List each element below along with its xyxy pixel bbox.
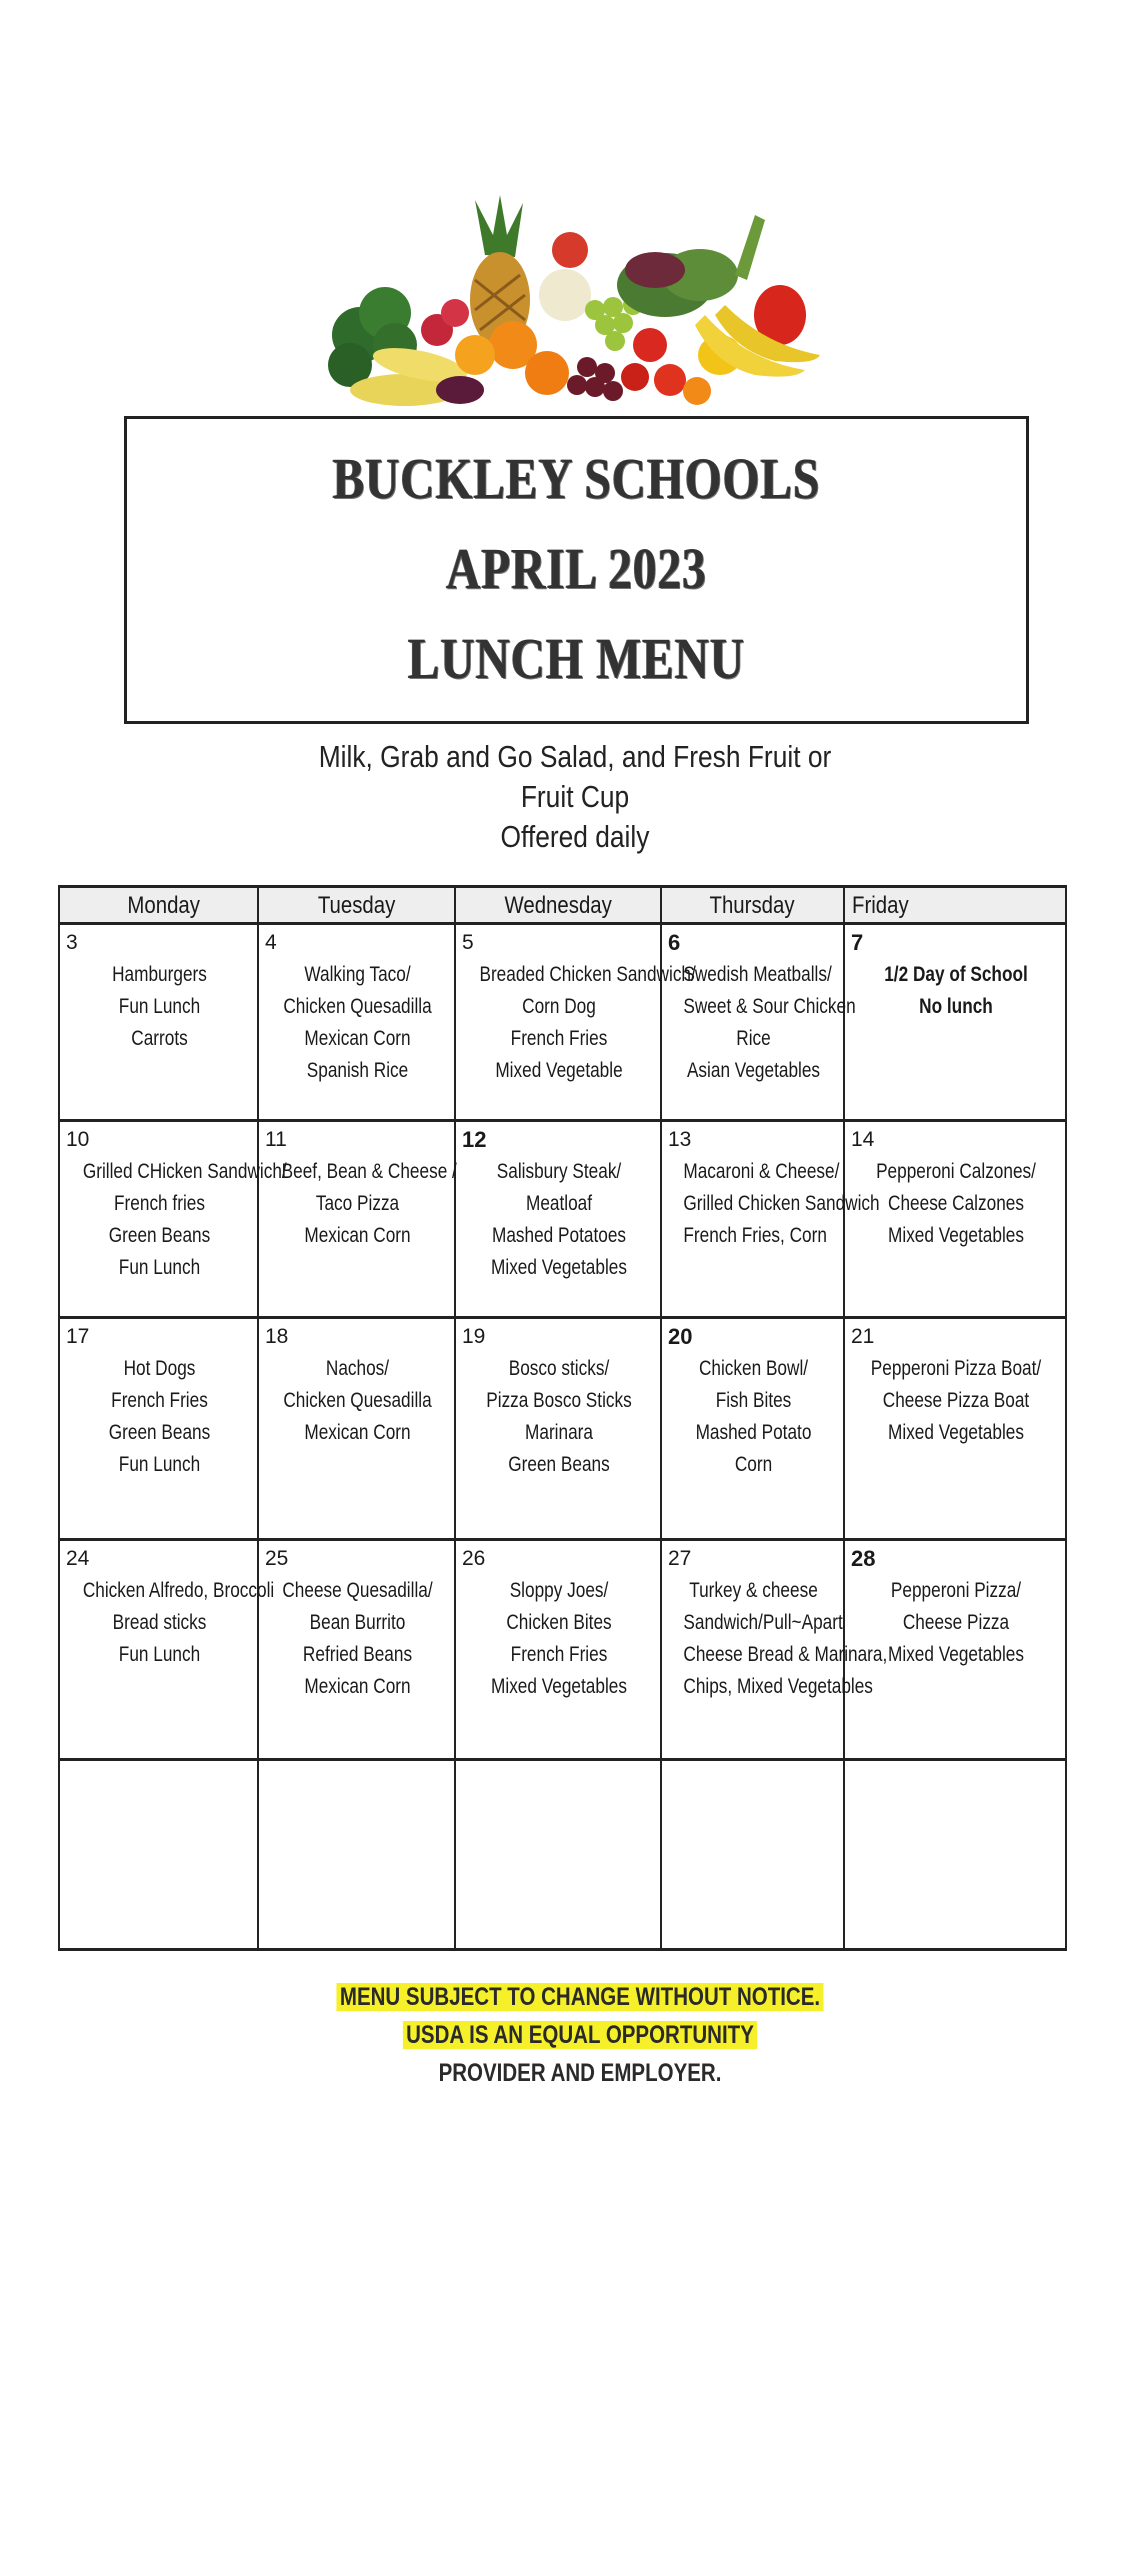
day-number: 25 (265, 1547, 289, 1570)
menu-item: Corn Dog (522, 995, 596, 1018)
menu-item: Turkey & cheese (689, 1579, 818, 1602)
menu-item: Mashed Potato (695, 1421, 812, 1444)
menu-item: French Fries (510, 1027, 608, 1050)
menu-item: Grilled Chicken Sandwich (683, 1192, 880, 1215)
menu-title: LUNCH MENU (407, 626, 746, 691)
menu-item: Mexican Corn (304, 1421, 411, 1444)
menu-item: Carrots (131, 1027, 188, 1050)
menu-item: 1/2 Day of School (884, 963, 1028, 986)
menu-items (462, 1353, 656, 1481)
header-thursday: Thursday (662, 888, 845, 922)
menu-item: Salisbury Steak/ (496, 1160, 622, 1183)
menu-item: Fun Lunch (118, 1256, 201, 1279)
menu-items (668, 1156, 880, 1252)
tomato-icon (633, 328, 667, 362)
notice-line-1: MENU SUBJECT TO CHANGE WITHOUT NOTICE. (337, 1983, 824, 2011)
menu-item: Cheese Pizza (902, 1611, 1010, 1634)
menu-item: Beef, Bean & Cheese / (281, 1160, 457, 1183)
calendar-week-1 (58, 925, 1067, 1122)
menu-item: French fries (114, 1192, 205, 1215)
menu-item: Swedish Meatballs/ (683, 963, 832, 986)
menu-item: Mixed Vegetables (491, 1256, 627, 1279)
menu-item: Chips, Mixed Vegetables (683, 1675, 873, 1698)
menu-item: Mixed Vegetables (888, 1421, 1024, 1444)
menu-item: Mexican Corn (304, 1675, 411, 1698)
day-number: 13 (668, 1128, 692, 1151)
menu-item: Walking Taco/ (304, 963, 411, 986)
day-cell-monday (58, 925, 259, 1119)
menu-item: Sweet & Sour Chicken (683, 995, 856, 1018)
day-number: 26 (462, 1547, 486, 1570)
day-number: 28 (851, 1546, 876, 1571)
menu-item: Hot Dogs (123, 1357, 196, 1380)
menu-item: Fun Lunch (118, 1453, 201, 1476)
calendar-week-2 (58, 1122, 1067, 1319)
radish-icon (441, 299, 469, 327)
menu-item: Mixed Vegetables (491, 1675, 627, 1698)
day-cell-friday (845, 1541, 1067, 1758)
menu-item: Green Beans (508, 1453, 610, 1476)
menu-item: Mashed Potatoes (491, 1224, 627, 1247)
tomato-icon (654, 364, 686, 396)
notice-line-2: USDA IS AN EQUAL OPPORTUNITY (403, 2021, 757, 2049)
menu-items (462, 1156, 656, 1284)
menu-items (265, 1353, 450, 1449)
menu-item: Taco Pizza (315, 1192, 400, 1215)
calendar-weeks (58, 925, 1067, 1951)
day-number: 3 (66, 931, 78, 954)
day-number: 19 (462, 1325, 486, 1348)
day-number: 17 (66, 1325, 90, 1348)
day-number: 27 (668, 1547, 692, 1570)
day-cell-friday (845, 1761, 1067, 1948)
day-number: 18 (265, 1325, 289, 1348)
header-monday: Monday (58, 888, 259, 922)
day-cell-wednesday (456, 1122, 662, 1316)
menu-item: Chicken Alfredo, Broccoli (82, 1579, 275, 1602)
menu-item: Cheese Pizza Boat (882, 1389, 1030, 1412)
menu-item: Spanish Rice (306, 1059, 409, 1082)
menu-item: Bosco sticks/ (508, 1357, 610, 1380)
menu-item: Meatloaf (525, 1192, 593, 1215)
menu-items (66, 959, 253, 1055)
menu-item: Cheese Calzones (888, 1192, 1024, 1215)
day-cell-friday (845, 1122, 1067, 1316)
header-wednesday: Wednesday (456, 888, 662, 922)
menu-item: Grilled CHicken Sandwich/ (82, 1160, 287, 1183)
menu-items (462, 1575, 656, 1703)
menu-item: Chicken Bowl/ (698, 1357, 809, 1380)
day-cell-wednesday (456, 925, 696, 1119)
day-cell-thursday (662, 925, 856, 1119)
menu-item: Mixed Vegetable (495, 1059, 623, 1082)
day-cell-tuesday (259, 1319, 456, 1538)
footer-notice (200, 1978, 960, 2092)
menu-item: Bread sticks (112, 1611, 207, 1634)
tomato-icon (621, 363, 649, 391)
day-number: 24 (66, 1547, 90, 1570)
day-number: 11 (265, 1128, 287, 1151)
menu-items (851, 1156, 1061, 1252)
header-friday: Friday (845, 888, 1067, 922)
menu-item: French Fries (111, 1389, 208, 1412)
fruit-vegetable-banner-image (325, 195, 830, 410)
menu-item: Fun Lunch (118, 1643, 201, 1666)
cauliflower-icon (539, 269, 591, 321)
celery-icon (735, 215, 765, 280)
day-cell-tuesday (259, 1541, 456, 1758)
menu-item: Bean Burrito (309, 1611, 406, 1634)
day-cell-tuesday (259, 1761, 456, 1948)
orange-icon (683, 377, 711, 405)
day-cell-tuesday (259, 1122, 456, 1316)
calendar-week-5 (58, 1761, 1067, 1951)
menu-items (668, 959, 856, 1087)
menu-item: Pepperoni Pizza/ (890, 1579, 1022, 1602)
menu-items (265, 1575, 450, 1703)
menu-item: Mixed Vegetables (888, 1224, 1024, 1247)
menu-item: Marinara (525, 1421, 593, 1444)
menu-item: Macaroni & Cheese/ (683, 1160, 840, 1183)
menu-item: Refried Beans (302, 1643, 413, 1666)
menu-item: Asian Vegetables (686, 1059, 821, 1082)
menu-items (66, 1575, 275, 1671)
menu-items (851, 1575, 1061, 1671)
apple-icon (552, 232, 588, 268)
menu-item: Chicken Quesadilla (283, 995, 432, 1018)
day-number: 21 (851, 1325, 875, 1348)
day-cell-monday (58, 1541, 275, 1758)
offered-daily-note (260, 737, 890, 857)
menu-item: Cheese Quesadilla/ (282, 1579, 433, 1602)
menu-item: Hamburgers (112, 963, 207, 986)
calendar-week-3 (58, 1319, 1067, 1541)
day-number: 4 (265, 931, 277, 954)
menu-item: Sandwich/Pull~Apart (683, 1611, 843, 1634)
menu-item: Breaded Chicken Sandwich/ (479, 963, 696, 986)
menu-items (668, 1353, 839, 1481)
header-tuesday: Tuesday (259, 888, 456, 922)
orange-icon (525, 351, 569, 395)
day-number: 12 (462, 1127, 487, 1152)
eggplant-icon (436, 376, 484, 404)
menu-item: Pepperoni Pizza Boat/ (870, 1357, 1042, 1380)
day-cell-thursday (662, 1319, 845, 1538)
day-number: 14 (851, 1128, 875, 1151)
menu-item: Mixed Vegetables (888, 1643, 1024, 1666)
day-cell-thursday (662, 1761, 845, 1948)
menu-item: Nachos/ (325, 1357, 390, 1380)
menu-item: Sloppy Joes/ (509, 1579, 609, 1602)
school-name-title: BUCKLEY SCHOOLS (332, 446, 821, 511)
menu-item: Pepperoni Calzones/ (876, 1160, 1036, 1183)
day-cell-friday (845, 925, 1067, 1119)
calendar-header (58, 885, 1067, 925)
notice-line-3: PROVIDER AND EMPLOYER. (438, 2059, 722, 2087)
day-number: 10 (66, 1128, 90, 1151)
menu-item: Chicken Quesadilla (283, 1389, 432, 1412)
day-cell-wednesday (456, 1319, 662, 1538)
title-box (124, 416, 1029, 724)
day-cell-wednesday (456, 1761, 662, 1948)
menu-item: French Fries (510, 1643, 608, 1666)
day-cell-tuesday (259, 925, 456, 1119)
calendar-week-4 (58, 1541, 1067, 1761)
menu-item: Green Beans (108, 1421, 211, 1444)
month-title: APRIL 2023 (446, 536, 707, 601)
menu-items (851, 959, 1061, 1023)
offered-line-2: Offered daily (500, 819, 650, 854)
menu-item: Green Beans (108, 1224, 211, 1247)
orange-icon (455, 335, 495, 375)
menu-items (265, 959, 450, 1087)
lunch-calendar (58, 885, 1067, 1951)
menu-item: Fish Bites (715, 1389, 792, 1412)
menu-items (66, 1353, 253, 1481)
menu-items (462, 959, 696, 1087)
day-cell-monday (58, 1319, 259, 1538)
red-grapes-icon (567, 357, 623, 401)
day-number: 20 (668, 1324, 693, 1349)
menu-item: Fun Lunch (118, 995, 201, 1018)
offered-line-1: Milk, Grab and Go Salad, and Fresh Fruit or Fruit Cup (318, 739, 832, 814)
day-cell-friday (845, 1319, 1067, 1538)
day-number: 5 (462, 931, 474, 954)
menu-item: Mexican Corn (304, 1224, 411, 1247)
menu-items (265, 1156, 457, 1252)
menu-item: Corn (734, 1453, 773, 1476)
menu-item: Mexican Corn (304, 1027, 411, 1050)
day-cell-monday (58, 1761, 259, 1948)
day-cell-wednesday (456, 1541, 662, 1758)
menu-item: Rice (736, 1027, 771, 1050)
menu-items (668, 1575, 888, 1703)
day-number: 7 (851, 930, 864, 955)
menu-items (851, 1353, 1061, 1449)
lettuce-icon (617, 249, 738, 317)
menu-item: No lunch (919, 995, 993, 1018)
menu-item: Cheese Bread & Marinara, (683, 1643, 888, 1666)
day-number: 6 (668, 930, 681, 955)
menu-item: Chicken Bites (506, 1611, 612, 1634)
menu-items (66, 1156, 287, 1284)
menu-item: French Fries, Corn (683, 1224, 827, 1247)
menu-item: Pizza Bosco Sticks (486, 1389, 632, 1412)
